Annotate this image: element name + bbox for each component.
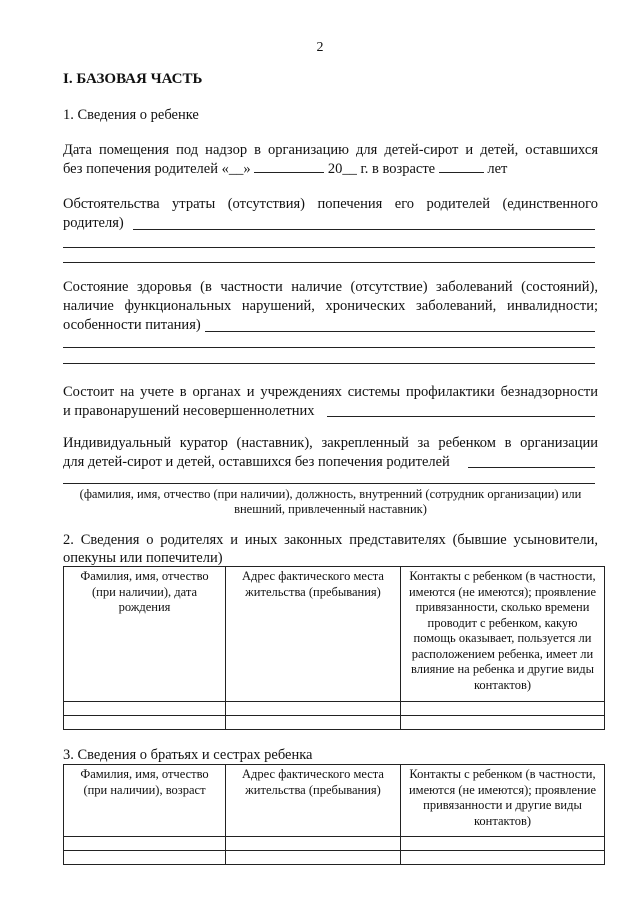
table-cell[interactable] <box>226 837 401 851</box>
circumstances-blank-3[interactable] <box>63 262 595 263</box>
siblings-header-address: Адрес фактического места жительства (пребывания) <box>226 765 401 837</box>
section2-title-line2: опекуны или попечители) <box>63 550 223 566</box>
table-cell[interactable] <box>401 837 605 851</box>
table-cell[interactable] <box>64 837 226 851</box>
section3-title: 3. Сведения о братьях и сестрах ребенка <box>63 747 313 763</box>
curator-line1: Индивидуальный куратор (наставник), закрепленный за ребенком в организации <box>63 435 598 451</box>
health-blank-3[interactable] <box>63 363 595 364</box>
registry-line1: Состоит на учете в органах и учреждениях системы профилактики безнадзорности <box>63 384 598 400</box>
curator-caption-line1: (фамилия, имя, отчество (при наличии), должность, внутренний (сотрудник организации) или <box>79 487 582 501</box>
placement-prefix: без попечения родителей «__» <box>63 161 251 177</box>
health-blank-1[interactable] <box>205 331 595 332</box>
table-row <box>64 851 605 865</box>
section1-title: 1. Сведения о ребенке <box>63 107 199 123</box>
curator-line2: для детей-сирот и детей, оставшихся без попечения родителей <box>63 454 450 470</box>
table-cell[interactable] <box>226 851 401 865</box>
siblings-header-name: Фамилия, имя, отчество (при наличии), возраст <box>64 765 226 837</box>
table-row <box>64 702 605 716</box>
table-cell[interactable] <box>64 716 226 730</box>
table-cell[interactable] <box>226 716 401 730</box>
siblings-table <box>63 764 605 865</box>
circumstances-blank-1[interactable] <box>133 229 595 230</box>
table-row <box>64 716 605 730</box>
placement-line1: Дата помещения под надзор в организацию для детей-сирот и детей, оставшихся <box>63 142 598 158</box>
circumstances-blank-2[interactable] <box>63 247 595 248</box>
placement-year: 20__ г. в возрасте <box>327 161 436 177</box>
part-heading: I. БАЗОВАЯ ЧАСТЬ <box>63 71 203 87</box>
health-line1: Состояние здоровья (в частности наличие (отсутствие) заболеваний (состояний), <box>63 279 598 295</box>
curator-blank-2[interactable] <box>63 483 595 484</box>
table-row <box>64 837 605 851</box>
parents-header-address: Адрес фактического места жительства (пребывания) <box>226 567 401 702</box>
siblings-header-contacts: Контакты с ребенком (в частности, имеются (не имеются); проявление привязанности и другие виды контактов) <box>401 765 605 837</box>
section2-title-line1: 2. Сведения о родителях и иных законных представителях (бывшие усыновители, <box>63 532 598 548</box>
parents-table-header-row <box>64 567 605 702</box>
placement-line2 <box>63 160 598 179</box>
parents-header-contacts: Контакты с ребенком (в частности, имеются (не имеются); проявление привязанности, сколько времени проводит с ребенком, какую помощь оказывает, пользуется ли расположением ребенка, имеет ли влияние на ребенка и другие виды контактов) <box>401 567 605 702</box>
table-cell[interactable] <box>64 702 226 716</box>
table-cell[interactable] <box>64 851 226 865</box>
registry-line2: и правонарушений несовершеннолетних <box>63 403 315 419</box>
parents-header-name: Фамилия, имя, отчество (при наличии), дата рождения <box>64 567 226 702</box>
page-number: 2 <box>316 40 324 55</box>
health-blank-2[interactable] <box>63 347 595 348</box>
curator-caption-line2: внешний, привлеченный наставник) <box>234 502 427 516</box>
table-cell[interactable] <box>401 851 605 865</box>
health-line3: особенности питания) <box>63 317 201 333</box>
table-cell[interactable] <box>401 702 605 716</box>
registry-blank[interactable] <box>327 416 595 417</box>
placement-suffix: лет <box>487 161 508 177</box>
circumstances-line1: Обстоятельства утраты (отсутствия) попечения его родителей (единственного <box>63 196 598 212</box>
age-blank[interactable] <box>439 160 484 173</box>
parents-table <box>63 566 605 730</box>
month-blank[interactable] <box>254 160 324 173</box>
table-cell[interactable] <box>226 702 401 716</box>
circumstances-line2: родителя) <box>63 215 124 231</box>
health-line2: наличие функциональных нарушений, хронических заболеваний, инвалидности; <box>63 298 598 314</box>
curator-blank-1[interactable] <box>468 467 595 468</box>
table-cell[interactable] <box>401 716 605 730</box>
siblings-table-header-row <box>64 765 605 837</box>
